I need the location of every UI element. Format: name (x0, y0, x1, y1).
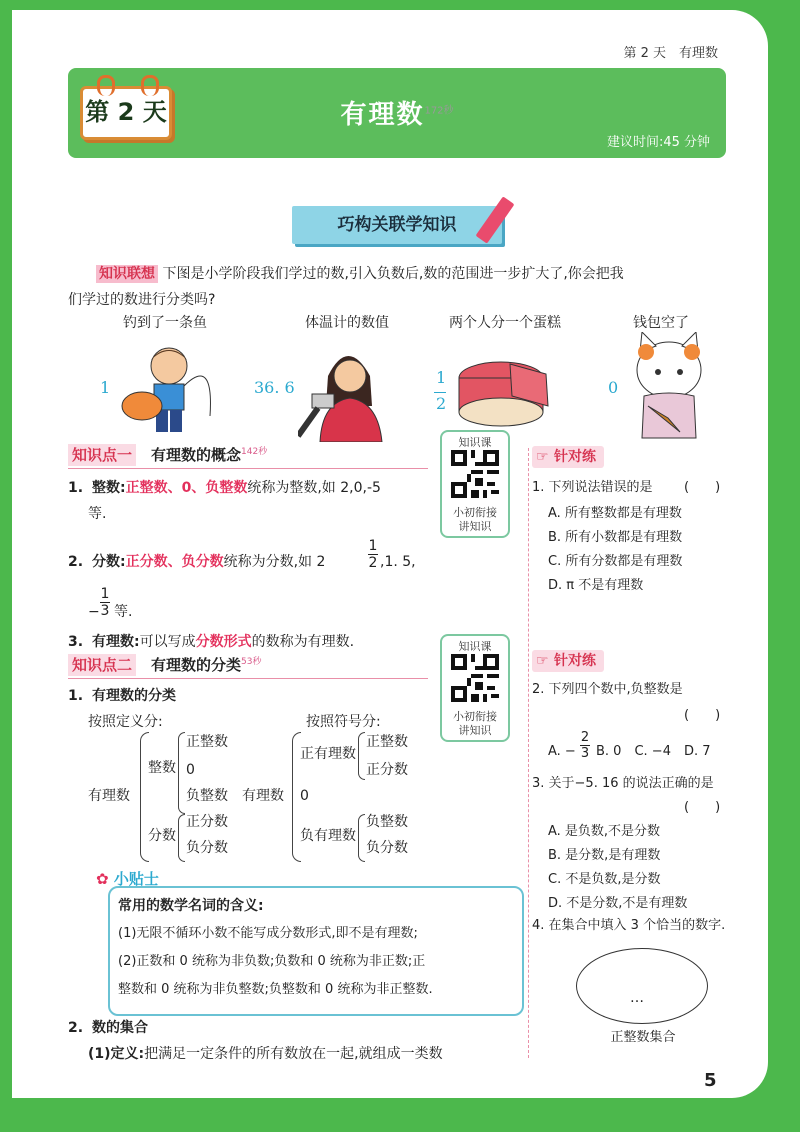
tips-line: (2)正数和 0 统称为非负数;负数和 0 统称为非正数;正 (118, 954, 426, 969)
kp1-neg-sign: − (88, 604, 100, 620)
tips-line: 整数和 0 统称为非负整数;负整数和 0 统称为非正整数. (118, 982, 433, 997)
picture-number: 36. 6 (254, 378, 295, 397)
tree-root-2: 有理数 (242, 788, 284, 804)
option: A. 是负数,不是分数 (548, 824, 661, 839)
tips-line: (1)无限不循环小数不能写成分数形式,即不是有理数; (118, 926, 418, 941)
tree-pos-int: 正整数 (186, 734, 228, 750)
page-number: 5 (704, 1070, 717, 1091)
brace (178, 814, 185, 862)
answer-blank[interactable]: ( ) (684, 708, 721, 723)
kp1-item-2-tail: ,1. 5, (380, 554, 416, 570)
set-ellipsis: … (630, 990, 644, 1006)
brace (358, 814, 365, 862)
practice-tag: ☞ 针对练 (532, 446, 604, 468)
tree-neg-frac: 负分数 (186, 840, 228, 856)
option: C. 所有分数都是有理数 (548, 554, 683, 569)
tree-zero: 0 (186, 762, 195, 778)
ring-icon (97, 75, 115, 96)
brace (358, 732, 365, 780)
chapter-title: 有理数$^{172秒}$ (340, 100, 454, 130)
picture-number: 0 (608, 378, 619, 397)
picture-number: 1 (100, 378, 111, 397)
running-header: 第 2 天 有理数 (623, 46, 718, 61)
set-definition: (1)定义:把满足一定条件的所有数放在一起,就组成一类数 (88, 1046, 443, 1062)
tree-integer: 整数 (148, 760, 176, 776)
set-ellipse[interactable] (576, 948, 708, 1024)
set-caption: 正整数集合 (610, 1030, 676, 1045)
kp2-sub-1: 1. 有理数的分类 (68, 688, 176, 704)
option: D. π 不是有理数 (548, 578, 644, 593)
option: B. 所有小数都是有理数 (548, 530, 683, 545)
option-a-prefix: A. − (548, 744, 576, 759)
tree-pos-int-2: 正整数 (366, 734, 408, 750)
ring-icon (141, 75, 159, 96)
kp1-item-3: 3. 有理数:可以写成分数形式的数称为有理数. (68, 634, 355, 650)
answer-blank[interactable]: ( ) (684, 800, 721, 815)
tips-box (108, 886, 524, 1016)
column-divider (528, 448, 529, 1058)
kp1-item-2-end: 等. (114, 604, 133, 620)
practice-tag: ☞ 针对练 (532, 650, 604, 672)
options-rest: B. 0 C. −4 D. 7 (596, 744, 711, 759)
picture-number: 1 (436, 368, 447, 387)
tips-head: 常用的数学名词的含义: (118, 898, 264, 914)
hand-icon: ☞ (536, 449, 549, 465)
intro-paragraph-2: 们学过的数进行分类吗? (68, 292, 216, 308)
tree-root: 有理数 (88, 788, 130, 804)
option: D. 不是分数,不是有理数 (548, 896, 688, 911)
picture-caption: 两个人分一个蛋糕 (449, 315, 561, 331)
picture-caption: 体温计的数值 (305, 315, 389, 331)
picture-caption: 钓到了一条鱼 (123, 315, 207, 331)
tree-pos-frac: 正分数 (186, 814, 228, 830)
cake-illustration (456, 356, 554, 428)
question-1: 1. 下列说法错误的是 (532, 480, 653, 495)
question-4: 4. 在集合中填入 3 个恰当的数字. (532, 918, 726, 933)
question-3: 3. 关于−5. 16 的说法正确的是 (532, 776, 714, 791)
kp1-item-1-tail: 等. (88, 506, 107, 522)
by-sign-label: 按照符号分: (306, 714, 381, 730)
kp2-heading: 知识点二 有理数的分类$^{53秒}$ (68, 654, 262, 675)
tree-neg-int-2: 负整数 (366, 814, 408, 830)
qr-code-icon (451, 654, 499, 702)
page (12, 10, 768, 1098)
question-2: 2. 下列四个数中,负整数是 (532, 682, 683, 697)
tree-neg-int: 负整数 (186, 788, 228, 804)
tree-zero-2: 0 (300, 788, 309, 804)
qr-code-card[interactable]: 知识课 小初衔接 讲知识 (440, 634, 510, 742)
option: A. 所有整数都是有理数 (548, 506, 682, 521)
suggest-time: 建议时间:45 分钟 (606, 135, 710, 150)
boy-fishing-illustration (114, 336, 224, 442)
kp1-item-1: 1. 整数:正整数、0、负整数统称为整数,如 2,0,-5 (68, 480, 381, 496)
day-badge: 第 2 天 (80, 86, 172, 140)
kp1-heading: 知识点一 有理数的概念$^{142秒}$ (68, 444, 267, 465)
divider (68, 468, 428, 469)
picture-number: 2 (436, 394, 447, 413)
section-title: 巧构关联学知识 (292, 206, 502, 244)
picture-caption: 钱包空了 (633, 315, 689, 331)
tree-neg-frac-2: 负分数 (366, 840, 408, 856)
fraction-one-third: 1 3 (100, 586, 110, 619)
option: B. 是分数,是有理数 (548, 848, 661, 863)
divider (68, 678, 428, 679)
candy-icon: ✿ (96, 870, 109, 888)
girl-thermometer-illustration (298, 336, 398, 442)
hand-icon: ☞ (536, 653, 549, 669)
tree-pos-frac-2: 正分数 (366, 762, 408, 778)
qr-code-icon (451, 450, 499, 498)
kp1-item-2: 2. 分数:正分数、负分数统称为分数,如 2 (68, 554, 326, 570)
brace (178, 732, 185, 814)
intro-paragraph: 知识联想 下图是小学阶段我们学过的数,引入负数后,数的范围进一步扩大了,你会把我 (96, 260, 736, 288)
fraction-one-half: 1 2 (368, 538, 378, 571)
answer-blank[interactable]: ( ) (684, 480, 721, 495)
set-heading: 2. 数的集合 (68, 1020, 148, 1036)
by-definition-label: 按照定义分: (88, 714, 163, 730)
tree-fraction: 分数 (148, 828, 176, 844)
fraction-bar (434, 392, 446, 393)
fraction-two-thirds: 2 3 (580, 730, 590, 761)
cat-empty-wallet-illustration (624, 332, 714, 442)
qr-code-card[interactable]: 知识课 小初衔接 讲知识 (440, 430, 510, 538)
option: C. 不是负数,是分数 (548, 872, 661, 887)
tips-title: ✿ 小贴士 (96, 870, 159, 888)
tree-pos-rat: 正有理数 (300, 746, 356, 762)
tree-neg-rat: 负有理数 (300, 828, 356, 844)
